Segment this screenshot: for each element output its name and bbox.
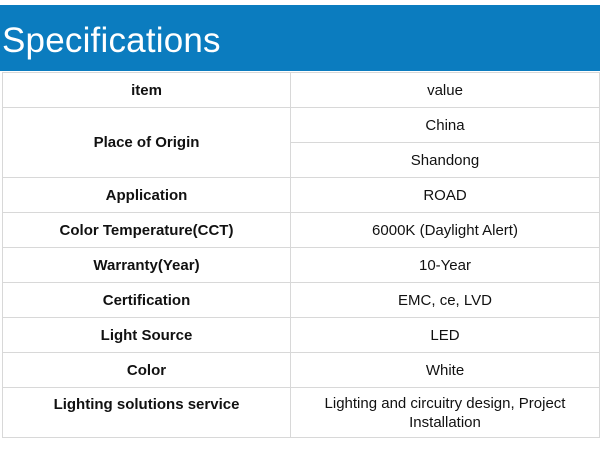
spec-key-color-temperature: Color Temperature(CCT) — [3, 213, 291, 248]
page-title: Specifications — [2, 21, 221, 60]
table-row — [3, 108, 600, 143]
spec-value-certification: EMC, ce, LVD — [291, 283, 600, 318]
spec-key-color: Color — [3, 353, 291, 388]
table-row — [3, 213, 600, 248]
spec-key-place-of-origin: Place of Origin — [3, 108, 291, 178]
spec-key-application: Application — [3, 178, 291, 213]
specifications-table — [2, 72, 600, 438]
spec-value-light-source: LED — [291, 318, 600, 353]
spec-value-place-of-origin-country: China — [291, 108, 600, 143]
spec-value-color: White — [291, 353, 600, 388]
spec-key-certification: Certification — [3, 283, 291, 318]
table-row — [3, 178, 600, 213]
spec-value-color-temperature: 6000K (Daylight Alert) — [291, 213, 600, 248]
spec-value-lighting-solutions-service: Lighting and circuitry design, Project Installation — [291, 388, 600, 438]
table-row — [3, 248, 600, 283]
table-row — [3, 388, 600, 438]
spec-value-warranty: 10-Year — [291, 248, 600, 283]
spec-key-lighting-solutions-service: Lighting solutions service — [3, 388, 291, 438]
table-row — [3, 283, 600, 318]
spec-key-light-source: Light Source — [3, 318, 291, 353]
column-header-value: value — [291, 73, 600, 108]
spec-value-place-of-origin-province: Shandong — [291, 143, 600, 178]
table-row — [3, 353, 600, 388]
specifications-header — [0, 5, 600, 71]
spec-value-application: ROAD — [291, 178, 600, 213]
column-header-item: item — [3, 73, 291, 108]
table-header-row — [3, 73, 600, 108]
spec-key-warranty: Warranty(Year) — [3, 248, 291, 283]
table-row — [3, 318, 600, 353]
